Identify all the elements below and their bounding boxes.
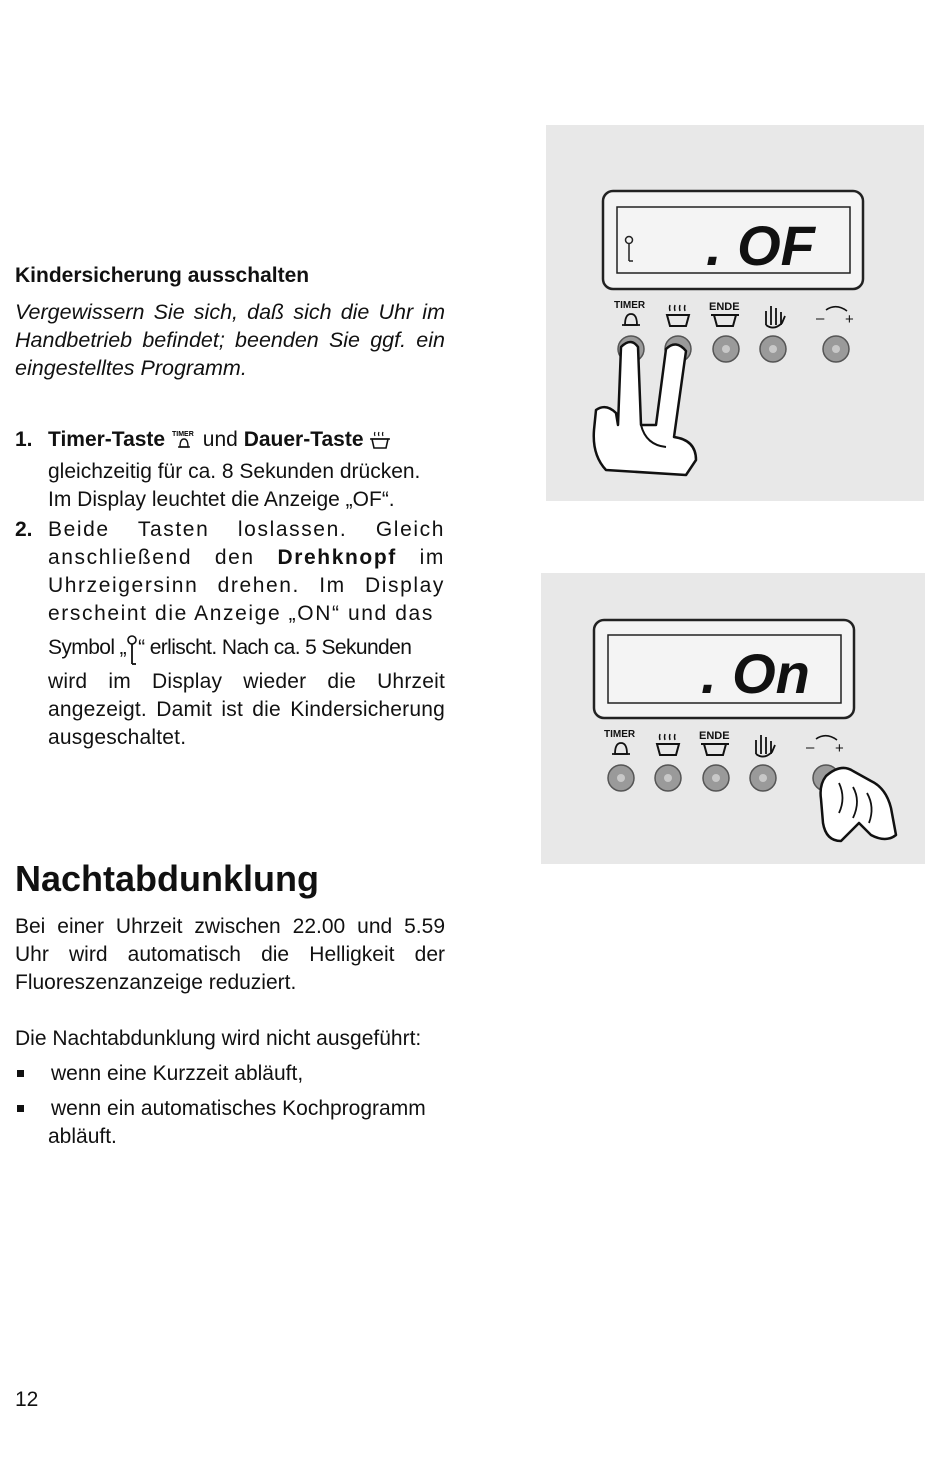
- page-number: 12: [15, 1388, 39, 1411]
- svg-text:+: +: [845, 311, 854, 328]
- hand-manual-icon: [766, 306, 785, 328]
- symbol-post: “ erlischt. Nach ca. 5 Sekunden: [138, 636, 412, 659]
- step-2-part-2: im Uhrzeigersinn drehen. Im Display erscheint die Anzeige „ON“ und das: [48, 546, 446, 625]
- timer-key-label: Timer-Taste: [48, 428, 166, 451]
- step-1: [15, 426, 445, 514]
- step-2-part-1: Beide Tasten loslassen. Gleich anschließend den: [48, 518, 445, 569]
- display-readout: . On: [701, 642, 810, 705]
- dauer-key-label: Dauer-Taste: [243, 428, 364, 451]
- duration-pot-icon: [667, 305, 689, 326]
- step-2-symbol-line: [15, 634, 445, 668]
- rotary-knob-icon: [816, 307, 854, 328]
- turning-hand-icon: [821, 768, 896, 841]
- bullet-square-icon: [17, 1105, 24, 1112]
- timer-bell-icon: [612, 743, 630, 754]
- night-lead: Die Nachtabdunklung wird nicht ausgeführt:: [15, 1027, 422, 1050]
- step-2-part-3: wird im Display wieder die Uhrzeit angezeigt. Damit ist die Kindersicherung ausgeschaltet.: [48, 670, 445, 749]
- intro-paragraph: Vergewissern Sie sich, daß sich die Uhr im Handbetrieb befindet; beenden Sie ggf. ein eingestelltes Programm.: [15, 300, 445, 380]
- step-number: 2.: [15, 518, 33, 541]
- hand-manual-icon: [756, 735, 775, 757]
- and-word: und: [202, 428, 238, 451]
- control-buttons: [608, 765, 839, 791]
- section-subtitle: Kindersicherung ausschalten: [15, 264, 310, 287]
- list-item: [15, 1060, 445, 1088]
- control-buttons: [618, 336, 849, 362]
- step-number: 1.: [15, 428, 33, 451]
- key-lock-icon: [126, 634, 138, 668]
- svg-text:–: –: [816, 310, 825, 327]
- step-2: [15, 516, 445, 628]
- end-pot-icon: [711, 315, 739, 326]
- timer-bell-icon: [171, 428, 197, 458]
- svg-text:TIMER: TIMER: [171, 431, 194, 438]
- bullet-text: wenn eine Kurzzeit abläuft: [51, 1062, 298, 1085]
- display-readout: . OF: [706, 214, 815, 277]
- ende-label: ENDE: [709, 301, 740, 313]
- timer-label: TIMER: [604, 729, 636, 740]
- timer-bell-icon: [622, 314, 640, 325]
- figure-display-on: [541, 573, 925, 864]
- symbol-pre: Symbol „: [48, 636, 127, 659]
- duration-pot-icon: [369, 430, 391, 458]
- end-pot-icon: [701, 744, 729, 755]
- step-1-line-3: Im Display leuchtet die Anzeige „OF“.: [48, 488, 395, 511]
- section-title-night: Nachtabdunklung: [15, 858, 319, 899]
- step-1-line-2: gleichzeitig für ca. 8 Sekunden drücken.: [48, 460, 421, 483]
- list-item: [15, 1095, 445, 1151]
- svg-text:–: –: [806, 739, 815, 756]
- rotary-knob-label: Drehknopf: [277, 546, 397, 569]
- bullet-text: wenn ein automatisches Kochprogramm: [51, 1097, 426, 1120]
- bullet-text-continued: abläuft.: [48, 1125, 117, 1148]
- pressing-hand-icon: [594, 342, 696, 475]
- bullet-suffix: ,: [297, 1062, 304, 1085]
- ende-label: ENDE: [699, 730, 730, 742]
- night-paragraph: Bei einer Uhrzeit zwischen 22.00 und 5.59 Uhr wird automatisch die Helligkeit der Fluoreszenzanzeige reduziert.: [15, 915, 445, 994]
- bullet-square-icon: [17, 1070, 24, 1077]
- timer-label: TIMER: [614, 300, 646, 311]
- step-2-end: [15, 668, 445, 752]
- duration-pot-icon: [657, 734, 679, 755]
- figure-display-of: [546, 125, 924, 501]
- rotary-knob-icon: [806, 736, 844, 757]
- svg-text:+: +: [835, 740, 844, 757]
